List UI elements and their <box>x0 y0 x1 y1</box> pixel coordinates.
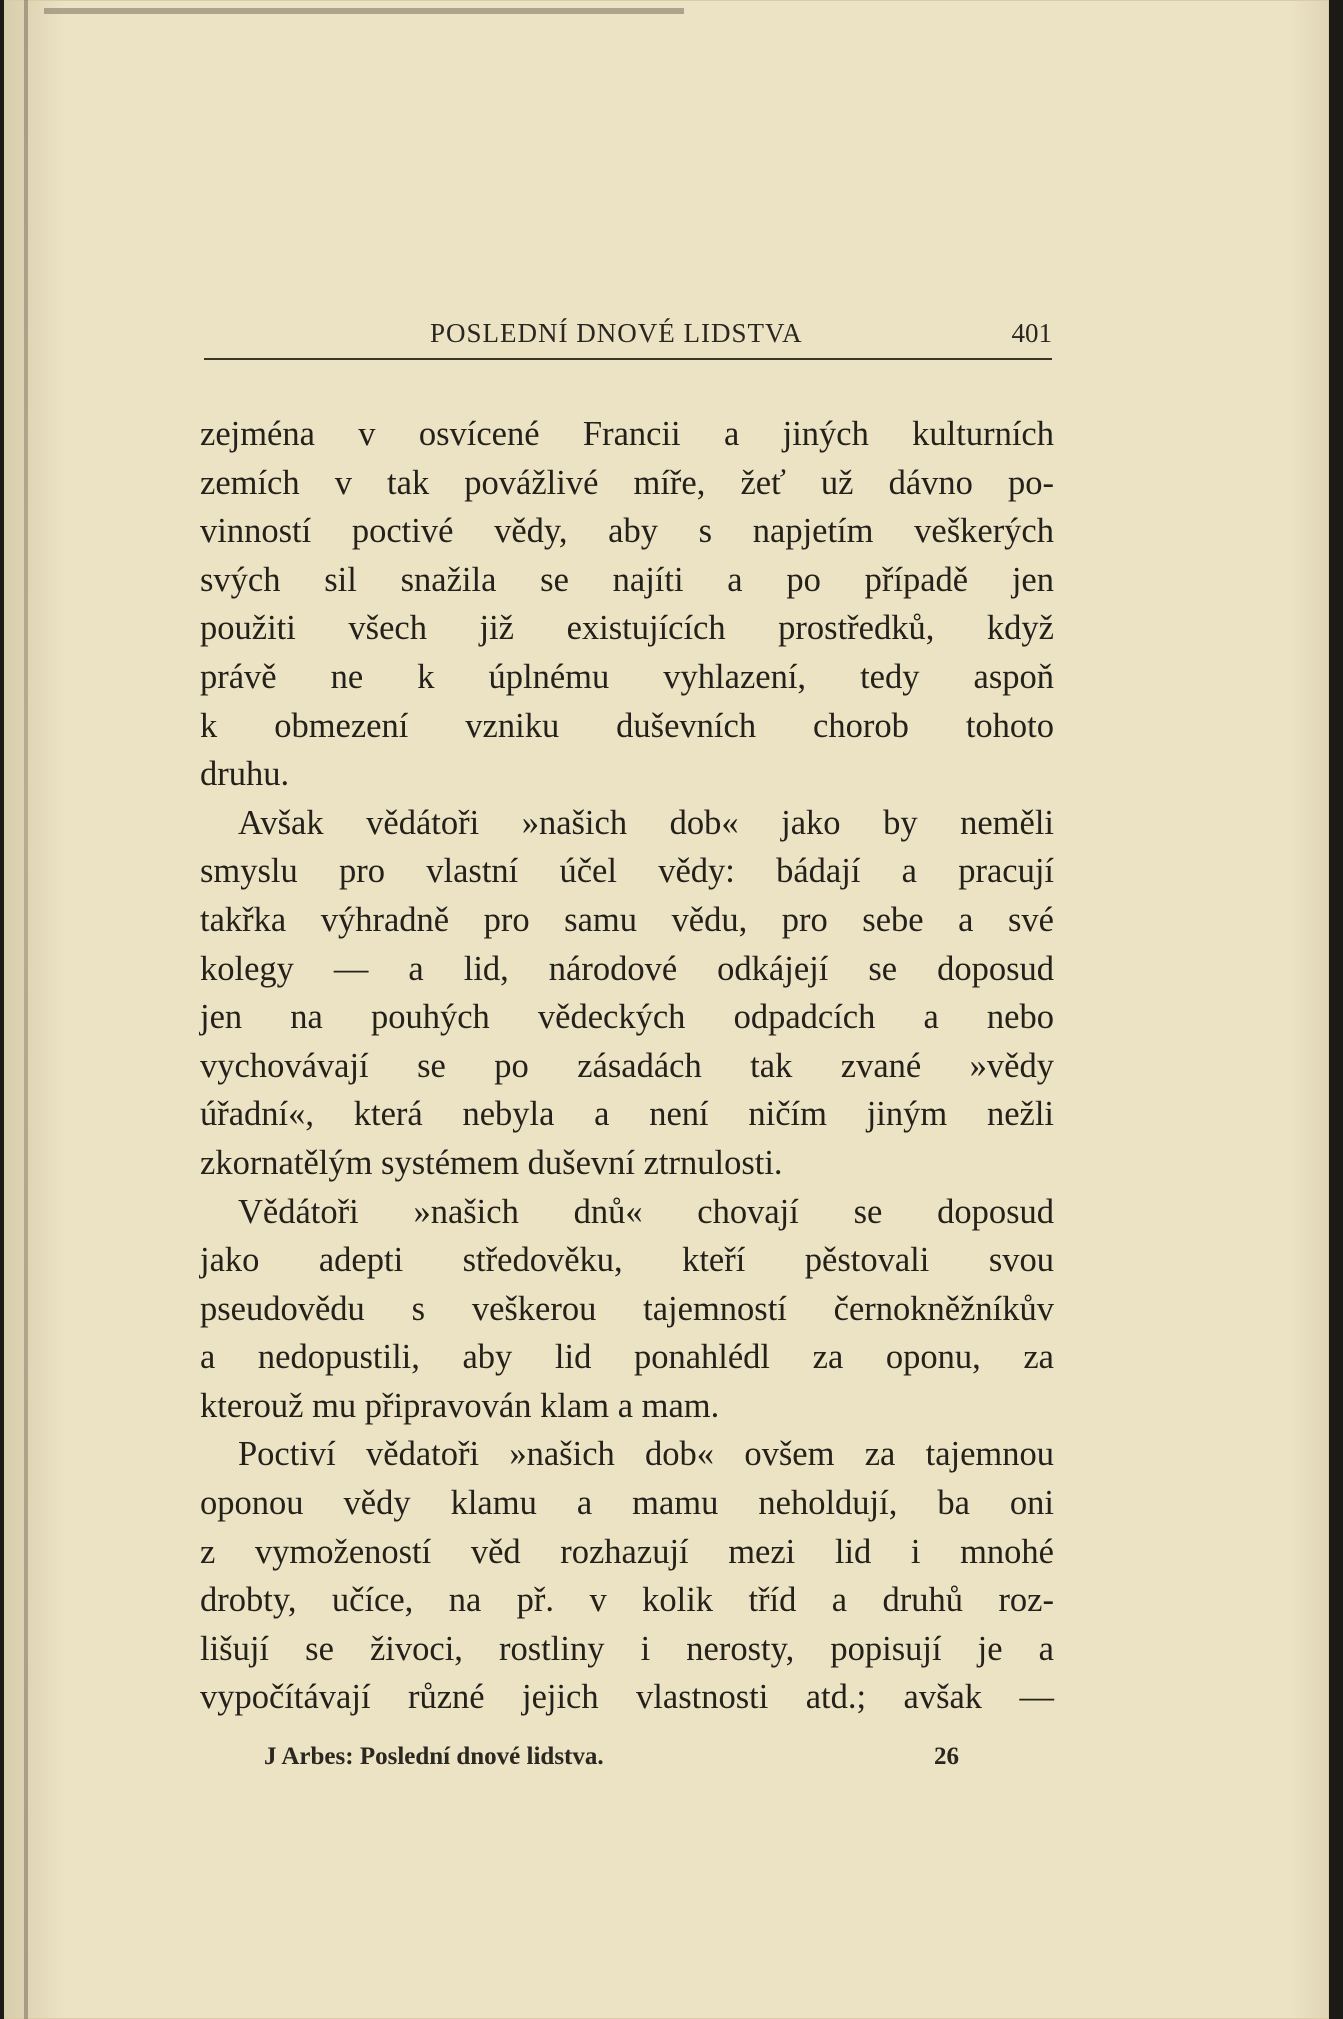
text-line: úřadní«, která nebyla a není ničím jiným nežli <box>200 1095 1054 1134</box>
text-line: lišují se živoci, rostliny i nerosty, popisují je a <box>200 1629 1054 1668</box>
running-header <box>204 318 1052 358</box>
paragraph-1 <box>200 410 1054 799</box>
text-line: z vymožeností věd rozhazují mezi lid i mnohé <box>200 1532 1054 1571</box>
running-title: POSLEDNÍ DNOVÉ LIDSTVA <box>430 318 803 348</box>
page-number: 401 <box>1011 318 1052 348</box>
book-page <box>4 0 1329 2019</box>
footer-signature: J Arbes: Poslední dnové lidstva. <box>264 1743 604 1770</box>
text-line: zkornatělým systémem duševní ztrnulosti. <box>200 1143 783 1182</box>
text-line: jako adepti středověku, kteří pěstovali svou <box>200 1241 1054 1280</box>
footer-sheet-number: 26 <box>934 1743 959 1770</box>
text-line: zemích v tak povážlivé míře, žeť už dávno po- <box>200 463 1054 502</box>
text-line: pseudovědu s veškerou tajemností černokněžníkův <box>200 1289 1054 1328</box>
text-line: drobty, učíce, na př. v kolik tříd a druhů roz- <box>200 1581 1054 1620</box>
signature-footer <box>264 1743 964 1779</box>
text-line: Vědátoři »našich dnů« chovají se doposud <box>238 1192 1054 1231</box>
text-line: vinností poctivé vědy, aby s napjetím veškerých <box>200 512 1054 551</box>
text-line: kolegy — a lid, národové odkájejí se doposud <box>200 949 1054 988</box>
page-binding-edge <box>24 0 28 2019</box>
text-line: kterouž mu připravován klam a mam. <box>200 1386 720 1425</box>
text-line: svých sil snažila se najíti a po případě jen <box>200 560 1054 599</box>
paragraph-2 <box>200 799 1054 1188</box>
text-line: Poctiví vědatoři »našich dob« ovšem za tajemnou <box>238 1435 1054 1474</box>
text-line: takřka výhradně pro samu vědu, pro sebe a své <box>200 900 1054 939</box>
text-line: vychovávají se po zásadách tak zvané »vědy <box>200 1046 1054 1085</box>
text-line: použiti všech již existujících prostředků, když <box>200 609 1054 648</box>
text-line: Avšak vědátoři »našich dob« jako by neměli <box>238 803 1054 842</box>
text-line: právě ne k úplnému vyhlazení, tedy aspoň <box>200 657 1054 696</box>
body-text <box>200 410 1054 1722</box>
text-line: oponou vědy klamu a mamu neholdují, ba oni <box>200 1484 1054 1523</box>
text-line: jen na pouhých vědeckých odpadcích a nebo <box>200 998 1054 1037</box>
text-line: zejména v osvícené Francii a jiných kulturních <box>200 415 1054 453</box>
text-line: smyslu pro vlastní účel vědy: bádají a pracují <box>200 852 1054 891</box>
text-line: vypočítávají různé jejich vlastnosti atd.; avšak — <box>200 1678 1054 1717</box>
text-line: k obmezení vzniku duševních chorob tohoto <box>200 706 1054 745</box>
top-edge-mark <box>44 8 684 14</box>
paragraph-4 <box>200 1430 1054 1722</box>
text-line: druhu. <box>200 755 290 794</box>
paragraph-3 <box>200 1188 1054 1431</box>
header-rule <box>204 358 1052 360</box>
text-line: a nedopustili, aby lid ponahlédl za oponu, za <box>200 1338 1054 1377</box>
